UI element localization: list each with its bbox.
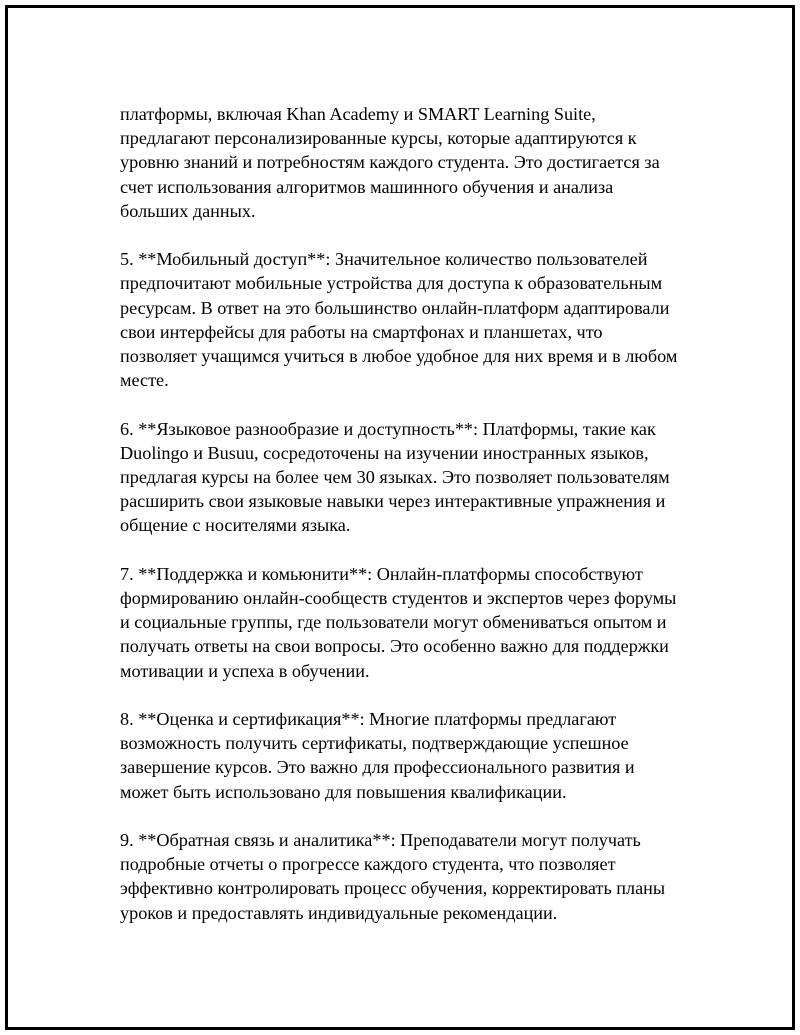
document-body: [120, 102, 710, 925]
paragraph-language-diversity: 6. **Языковое разнообразие и доступность**: Платформы, такие как Duolingo и Busuu, сосредоточены на изучении иностранных языков, предлагая курсы на более чем 30 языках. Это позволяет пользователям расширить свои языковые навыки через интерактивные упражнения и общение с носителями языка.: [120, 418, 670, 536]
paragraph-mobile-access: 5. **Мобильный доступ**: Значительное количество пользователей предпочитают мобильные устройства для доступа к образовательным ресурсам. В ответ на это большинство онлайн-платформ адаптировали свои интерфейсы для работы на смартфонах и планшетах, что позволяет учащимся учиться в любое удобное для них время и в любом месте.: [120, 249, 678, 391]
paragraph-support-community: 7. **Поддержка и комьюнити**: Онлайн-платформы способствуют формированию онлайн-сообществ студентов и экспертов через форумы и социальные группы, где пользователи могут обмениваться опытом и получать ответы на свои вопросы. Это особенно важно для поддержки мотивации и успеха в обучении.: [120, 563, 677, 681]
paragraph-personalized-courses: платформы, включая Khan Academy и SMART Learning Suite, предлагают персонализированные курсы, которые адаптируются к уровню знаний и потребностям каждого студента. Это достигается за счет использования алгоритмов машинного обучения и анализа больших данных.: [120, 104, 660, 221]
paragraph-feedback-analytics: 9. **Обратная связь и аналитика**: Преподаватели могут получать подробные отчеты о прогрессе каждого студента, что позволяет эффективно контролировать процесс обучения, корректировать планы уроков и предоставлять индивидуальные рекомендации.: [120, 830, 666, 923]
page-frame: [5, 5, 795, 1030]
paragraph-assessment-certification: 8. **Оценка и сертификация**: Многие платформы предлагают возможность получить сертификаты, подтверждающие успешное завершение курсов. Это важно для профессионального развития и может быть использовано для повышения квалификации.: [120, 709, 635, 802]
